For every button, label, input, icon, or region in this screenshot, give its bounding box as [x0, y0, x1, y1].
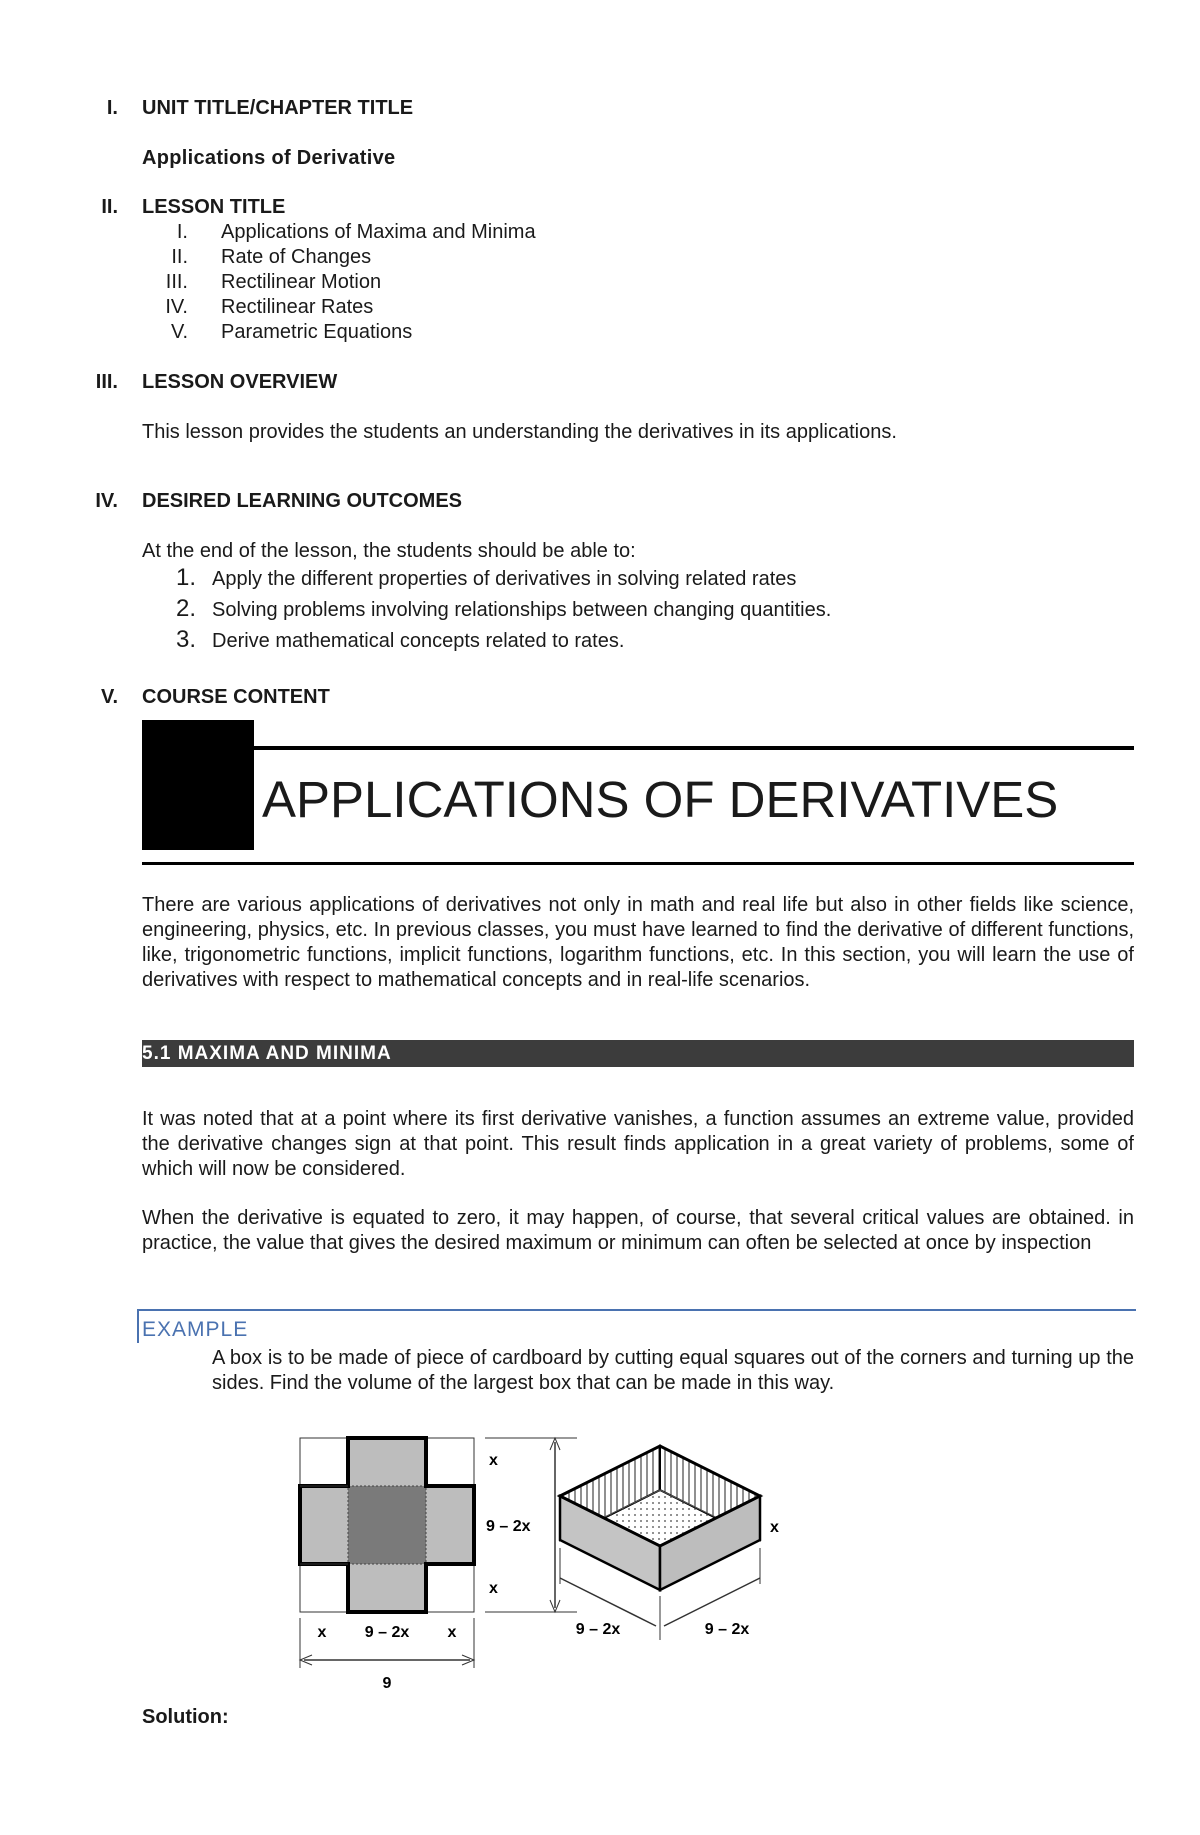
- open-box: [560, 1446, 760, 1590]
- lesson-item-label: Rectilinear Rates: [221, 296, 374, 318]
- section-title: LESSON TITLE: [142, 196, 286, 218]
- example-frame: [137, 1309, 1136, 1343]
- dim-line: [560, 1578, 656, 1626]
- section-number: V.: [100, 686, 118, 708]
- banner-bottom-rule: [142, 862, 1134, 865]
- lesson-item-label: Rate of Changes: [221, 246, 372, 268]
- section-title: COURSE CONTENT: [142, 686, 330, 708]
- fig-label: x: [317, 1624, 327, 1641]
- fig-label: 9 – 2x: [364, 1624, 410, 1641]
- maxima-paragraph-1: It was noted that at a point where its first derivative vanishes, a function assumes an extreme value, provided the derivative changes sign at that point. This result finds application in a great variety of problems, some of which will now be considered.: [142, 1108, 1134, 1180]
- dim-line: [664, 1578, 760, 1626]
- solution-label: Solution:: [142, 1706, 229, 1728]
- intro-paragraph: There are various applications of derivatives not only in math and real life but also in other fields like science, engineering, physics, etc. In previous classes, you must have learned to find the derivative of different functions, like, trigonometric functions, implicit functions, logarithm functions, etc. In this section, you will learn the use of derivatives with respect to mathematical concepts and in real-life scenarios.: [142, 894, 1134, 991]
- lesson-item-label: Applications of Maxima and Minima: [221, 221, 536, 243]
- section-heading: 5.1 MAXIMA AND MINIMA: [142, 1040, 1134, 1067]
- lesson-item-number: I.: [176, 221, 188, 243]
- outcome-label: Apply the different properties of derivatives in solving related rates: [212, 568, 797, 590]
- section-number: II.: [101, 196, 118, 218]
- cardboard-net: [300, 1438, 474, 1612]
- banner-title: APPLICATIONS OF DERIVATIVES: [262, 771, 1059, 828]
- lesson-item-label: Rectilinear Motion: [221, 271, 382, 293]
- outcome-number: 3.: [176, 626, 197, 653]
- fig-label: 9 – 2x: [704, 1621, 750, 1638]
- section-number: IV.: [95, 490, 118, 512]
- banner-top-rule: [254, 746, 1134, 750]
- outcome-number: 2.: [176, 595, 197, 622]
- lesson-item-number: V.: [170, 321, 188, 343]
- lesson-item-number: IV.: [165, 296, 188, 318]
- example-text: A box is to be made of piece of cardboard by cutting equal squares out of the corners and turning up the sides. Find the volume of the largest box that can be made in this way.: [212, 1347, 1134, 1394]
- section-title: DESIRED LEARNING OUTCOMES: [142, 490, 463, 512]
- fig-label: 9 – 2x: [575, 1621, 621, 1638]
- outcome-number: 1.: [176, 564, 197, 591]
- section-number: I.: [106, 97, 118, 119]
- lesson-item-label: Parametric Equations: [221, 321, 413, 343]
- outcomes-intro: At the end of the lesson, the students should be able to:: [142, 540, 636, 562]
- unit-subtitle: Applications of Derivative: [142, 147, 396, 169]
- maxima-paragraph-2: When the derivative is equated to zero, it may happen, of course, that several critical values are obtained. in practice, the value that gives the desired maximum or minimum can often be selected at once by inspection: [142, 1207, 1134, 1254]
- lesson-item-number: II.: [171, 246, 188, 268]
- fig-label: x: [447, 1624, 457, 1641]
- fig-label: x: [489, 1580, 498, 1597]
- banner-block: [142, 720, 254, 850]
- fig-label: x: [489, 1452, 498, 1469]
- section-title: LESSON OVERVIEW: [142, 371, 338, 393]
- section-title: UNIT TITLE/CHAPTER TITLE: [142, 97, 414, 119]
- fig-label: 9 – 2x: [486, 1518, 531, 1535]
- outcome-label: Solving problems involving relationships between changing quantities.: [212, 599, 832, 621]
- example-label: EXAMPLE: [142, 1318, 249, 1341]
- fig-label: 9: [382, 1675, 392, 1692]
- fig-label: x: [770, 1519, 779, 1536]
- outcome-label: Derive mathematical concepts related to rates.: [212, 630, 625, 652]
- box-figure: [290, 1428, 930, 1698]
- section-number: III.: [95, 371, 118, 393]
- lesson-item-number: III.: [165, 271, 188, 293]
- overview-text: This lesson provides the students an understanding the derivatives in its applications.: [142, 421, 897, 443]
